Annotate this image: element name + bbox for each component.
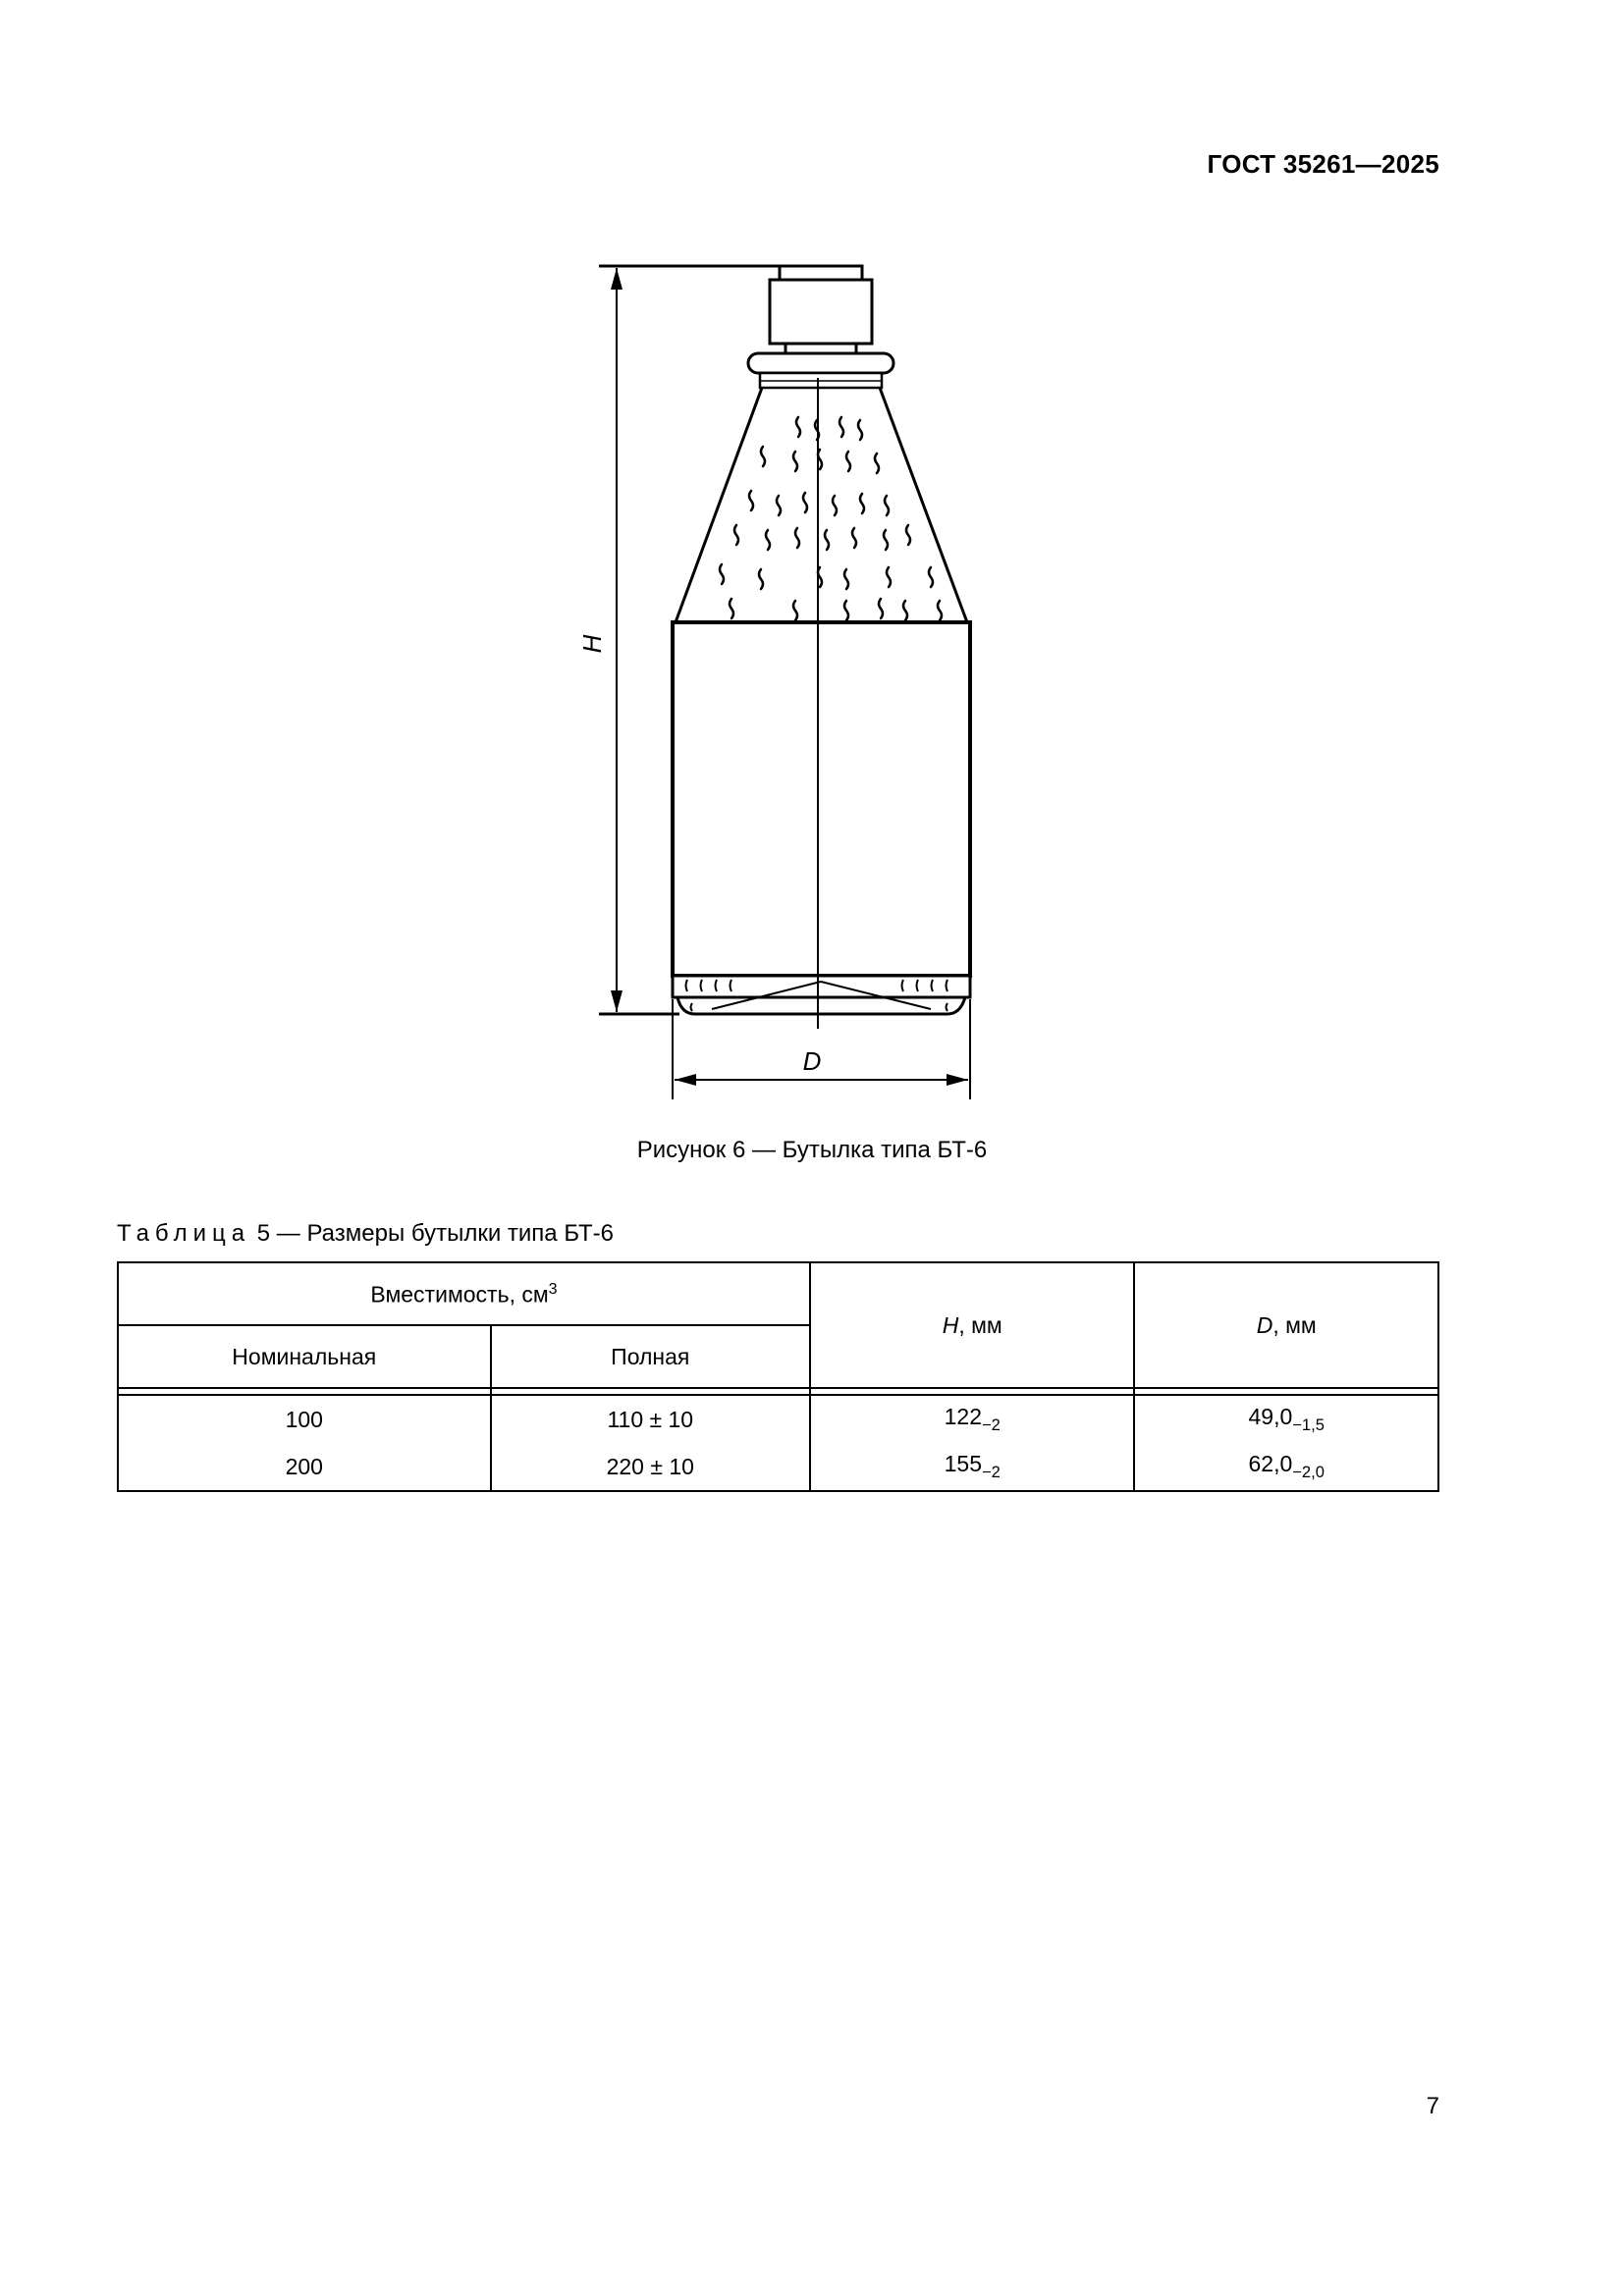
bottle-base [673,976,970,997]
cell-nominal: 200 [118,1443,491,1491]
glass-shading [720,417,942,620]
document-code: ГОСТ 35261—2025 [1207,149,1439,179]
table-title [117,1220,614,1248]
cell-h: $122_{-2}$ [810,1395,1134,1443]
bottle-cap-top [780,266,862,280]
diameter-label: D [802,1046,822,1076]
dimensions-table [117,1261,1439,1492]
page-number: 7 [1426,2093,1439,2119]
bottle-drawing [577,250,1001,1109]
header-full: Полная [491,1325,811,1388]
cell-full: 220 ± 10 [491,1443,811,1491]
bottle-cap [770,280,872,344]
header-nominal: Номинальная [118,1325,491,1388]
table-row [118,1443,1438,1491]
cell-d: $62,0_{-2,0}$ [1134,1443,1438,1491]
figure-caption: Рисунок 6 — Бутылка типа БТ-6 [636,1137,988,1163]
cell-nominal: 100 [118,1395,491,1443]
header-d: D, мм [1134,1262,1438,1388]
header-capacity: Вместимость, $см^3$ [118,1262,810,1325]
table-row [118,1395,1438,1443]
cell-d: $49,0_{-1,5}$ [1134,1395,1438,1443]
table-title-prefix: Таблица [117,1220,251,1247]
height-label: H [577,634,607,654]
bottle-body [673,622,970,976]
bottle-collar [748,353,893,373]
header-h: H, мм [810,1262,1134,1388]
cell-h: $155_{-2}$ [810,1443,1134,1491]
cell-full: 110 ± 10 [491,1395,811,1443]
table-title-text: 5 — Размеры бутылки типа БТ-6 [256,1220,614,1247]
